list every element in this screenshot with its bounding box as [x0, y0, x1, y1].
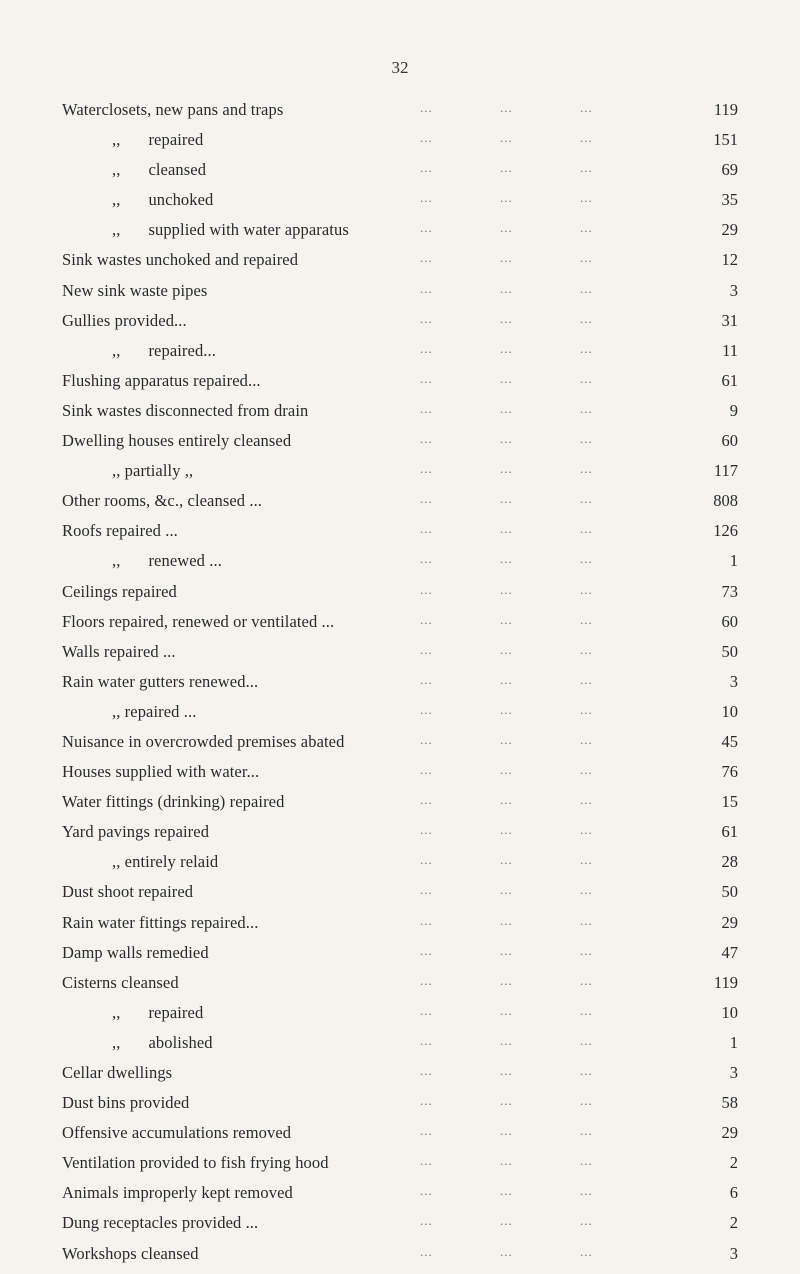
row-label — [112, 130, 203, 150]
table-row — [0, 973, 800, 1003]
row-label-text: repaired — [148, 1002, 204, 1022]
leader-dot-group: ... — [500, 1002, 513, 1018]
table-row — [0, 1183, 800, 1213]
row-value: 29 — [721, 220, 738, 240]
ditto-mark: ,, — [112, 340, 121, 360]
table-row — [0, 100, 800, 130]
row-label — [112, 220, 349, 240]
leader-dot-group: ... — [420, 792, 433, 808]
leader-dot-group: ... — [500, 190, 513, 206]
row-value: 126 — [713, 521, 738, 541]
leader-dot-group: ... — [500, 1183, 513, 1199]
leader-dot-group: ... — [580, 551, 593, 567]
table-row — [0, 1003, 800, 1033]
table-row — [0, 491, 800, 521]
row-label — [112, 1033, 213, 1053]
leader-dot-group: ... — [500, 280, 513, 296]
row-value: 3 — [729, 671, 738, 691]
leader-dot-group: ... — [420, 852, 433, 868]
leader-dot-group: ... — [580, 1183, 593, 1199]
leader-dot-group: ... — [500, 250, 513, 266]
leader-dot-group: ... — [500, 611, 513, 627]
row-label: Ceilings repaired — [62, 581, 177, 601]
row-label — [112, 190, 213, 210]
row-value: 28 — [721, 852, 738, 872]
leader-dot-group: ... — [420, 611, 433, 627]
row-value: 119 — [713, 100, 738, 119]
leader-dot-group: ... — [500, 701, 513, 717]
row-label: Rain water gutters renewed... — [62, 671, 259, 691]
table-row — [0, 1123, 800, 1153]
leader-dot-group: ... — [580, 250, 593, 266]
leader-dot-group: ... — [500, 581, 513, 597]
row-label: ,, entirely relaid — [112, 852, 219, 872]
leader-dot-group: ... — [580, 1063, 593, 1078]
leader-dot-group: ... — [420, 160, 433, 176]
row-value: 50 — [721, 641, 738, 661]
leader-dot-group: ... — [580, 671, 593, 687]
table-row — [0, 250, 800, 280]
row-label: Waterclosets, new pans and traps — [62, 100, 284, 119]
ditto-mark: ,, — [112, 551, 121, 571]
row-value: 60 — [721, 611, 738, 631]
row-label-text: renewed ... — [148, 551, 222, 571]
leader-dot-group: ... — [420, 280, 433, 296]
table-row — [0, 612, 800, 642]
leader-dot-group: ... — [420, 461, 433, 477]
row-value: 1 — [729, 1032, 738, 1052]
ditto-mark: ,, — [112, 220, 121, 240]
leader-dot-group: ... — [580, 340, 593, 356]
table-row — [0, 882, 800, 912]
leader-dot-group: ... — [500, 370, 513, 386]
table-row — [0, 130, 800, 160]
leader-dot-group: ... — [500, 1153, 513, 1169]
row-value: 35 — [721, 190, 738, 210]
leader-dot-group: ... — [580, 400, 593, 416]
leader-dot-group: ... — [420, 1153, 433, 1169]
ditto-mark: ,, — [112, 130, 121, 150]
page-number: 32 — [391, 58, 409, 77]
row-value: 12 — [721, 250, 738, 270]
row-label — [112, 341, 216, 361]
row-label: Workshops cleansed — [62, 1243, 199, 1263]
row-label — [112, 1003, 203, 1023]
row-value: 60 — [721, 431, 738, 451]
sanitary-work-table — [0, 100, 800, 1274]
row-value: 117 — [713, 461, 738, 481]
leader-dot-group: ... — [580, 190, 593, 206]
leader-dot-group: ... — [500, 160, 513, 176]
leader-dot-group: ... — [500, 641, 513, 657]
row-label: Ventilation provided to fish frying hood — [62, 1153, 329, 1173]
leader-dot-group: ... — [420, 1123, 433, 1139]
table-row — [0, 822, 800, 852]
leader-dot-group: ... — [500, 762, 513, 778]
leader-dot-group: ... — [580, 100, 593, 115]
row-value: 69 — [721, 160, 738, 180]
leader-dot-group: ... — [500, 822, 513, 838]
leader-dot-group: ... — [580, 581, 593, 597]
table-row — [0, 762, 800, 792]
row-label: Dung receptacles provided ... — [62, 1213, 259, 1233]
row-label: Walls repaired ... — [62, 641, 176, 661]
table-row — [0, 1063, 800, 1093]
leader-dot-group: ... — [420, 130, 433, 146]
leader-dot-group: ... — [500, 912, 513, 928]
leader-dot-group: ... — [500, 551, 513, 567]
table-row — [0, 160, 800, 190]
row-value: 76 — [721, 762, 738, 782]
leader-dot-group: ... — [580, 431, 593, 447]
leader-dot-group: ... — [420, 581, 433, 597]
leader-dot-group: ... — [420, 1002, 433, 1018]
leader-dot-group: ... — [500, 942, 513, 958]
row-value: 50 — [721, 882, 738, 902]
leader-dot-group: ... — [420, 190, 433, 206]
leader-dot-group: ... — [500, 400, 513, 416]
leader-dot-group: ... — [420, 1213, 433, 1229]
row-value: 151 — [713, 130, 738, 150]
leader-dot-group: ... — [500, 882, 513, 898]
ditto-mark: ,, — [112, 1032, 121, 1052]
leader-dot-group: ... — [500, 310, 513, 326]
row-value: 45 — [721, 731, 738, 751]
leader-dot-group: ... — [500, 491, 513, 507]
row-value: 6 — [729, 1183, 738, 1203]
leader-dot-group: ... — [580, 731, 593, 747]
leader-dot-group: ... — [580, 220, 593, 236]
row-label-text: repaired... — [148, 340, 216, 360]
leader-dot-group: ... — [500, 130, 513, 146]
leader-dot-group: ... — [420, 641, 433, 657]
leader-dot-group: ... — [580, 491, 593, 507]
table-row — [0, 461, 800, 491]
leader-dot-group: ... — [420, 370, 433, 386]
row-label-text: repaired — [148, 130, 204, 150]
ditto-mark: ,, — [112, 190, 121, 210]
leader-dot-group: ... — [420, 731, 433, 747]
leader-dot-group: ... — [420, 972, 433, 988]
leader-dot-group: ... — [580, 461, 593, 477]
leader-dot-group: ... — [420, 100, 433, 115]
row-value: 73 — [721, 581, 738, 601]
row-value: 29 — [721, 912, 738, 932]
table-row — [0, 1093, 800, 1123]
leader-dot-group: ... — [420, 912, 433, 928]
row-value: 31 — [721, 310, 738, 330]
row-label: Gullies provided... — [62, 310, 187, 330]
leader-dot-group: ... — [500, 1063, 513, 1078]
row-label: Dust bins provided — [62, 1093, 190, 1113]
table-row — [0, 642, 800, 672]
leader-dot-group: ... — [580, 1093, 593, 1109]
row-label-text: abolished — [148, 1032, 213, 1052]
leader-dot-group: ... — [580, 1213, 593, 1229]
leader-dot-group: ... — [420, 1093, 433, 1109]
leader-dot-group: ... — [420, 1063, 433, 1078]
leader-dot-group: ... — [500, 461, 513, 477]
leader-dot-group: ... — [580, 852, 593, 868]
leader-dot-group: ... — [580, 160, 593, 176]
leader-dot-group: ... — [500, 1243, 513, 1259]
leader-dot-group: ... — [420, 491, 433, 507]
row-label: Roofs repaired ... — [62, 521, 178, 541]
row-label: Dust shoot repaired — [62, 882, 194, 902]
row-label: New sink waste pipes — [62, 280, 208, 300]
leader-dot-group: ... — [420, 1243, 433, 1259]
leader-dot-group: ... — [580, 1123, 593, 1139]
leader-dot-group: ... — [580, 762, 593, 778]
table-row — [0, 913, 800, 943]
leader-dot-group: ... — [500, 671, 513, 687]
leader-dot-group: ... — [580, 882, 593, 898]
leader-dot-group: ... — [500, 1123, 513, 1139]
row-label: Animals improperly kept removed — [62, 1183, 293, 1203]
leader-dot-group: ... — [500, 1213, 513, 1229]
leader-dot-group: ... — [420, 942, 433, 958]
table-row — [0, 371, 800, 401]
row-label: Water fittings (drinking) repaired — [62, 792, 285, 812]
leader-dot-group: ... — [580, 611, 593, 627]
leader-dot-group: ... — [500, 1032, 513, 1048]
leader-dot-group: ... — [500, 220, 513, 236]
leader-dot-group: ... — [580, 822, 593, 838]
table-row — [0, 732, 800, 762]
row-value: 1 — [729, 551, 738, 571]
leader-dot-group: ... — [580, 310, 593, 326]
row-value: 9 — [729, 400, 738, 420]
table-row — [0, 943, 800, 973]
row-value: 61 — [721, 370, 738, 390]
row-label: Nuisance in overcrowded premises abated — [62, 731, 345, 751]
leader-dot-group: ... — [420, 521, 433, 537]
table-row — [0, 1244, 800, 1274]
leader-dot-group: ... — [420, 701, 433, 717]
row-label: Yard pavings repaired — [62, 822, 210, 842]
row-label — [112, 160, 206, 180]
leader-dot-group: ... — [580, 972, 593, 988]
row-label: Other rooms, &c., cleansed ... — [62, 491, 263, 511]
row-value: 11 — [722, 340, 738, 360]
leader-dot-group: ... — [420, 220, 433, 236]
row-value: 58 — [721, 1093, 738, 1113]
row-label: Rain water fittings repaired... — [62, 912, 259, 932]
row-value: 10 — [721, 1002, 738, 1022]
table-row — [0, 190, 800, 220]
table-row — [0, 1153, 800, 1183]
row-label: Cellar dwellings — [62, 1063, 173, 1082]
leader-dot-group: ... — [580, 521, 593, 537]
leader-dot-group: ... — [420, 431, 433, 447]
leader-dot-group: ... — [580, 370, 593, 386]
ditto-mark: ,, — [112, 1002, 121, 1022]
leader-dot-group: ... — [580, 641, 593, 657]
table-row — [0, 1213, 800, 1243]
leader-dot-group: ... — [500, 972, 513, 988]
row-value: 3 — [729, 1243, 738, 1263]
table-row — [0, 582, 800, 612]
row-value: 10 — [721, 701, 738, 721]
leader-dot-group: ... — [420, 822, 433, 838]
table-row — [0, 431, 800, 461]
leader-dot-group: ... — [420, 762, 433, 778]
leader-dot-group: ... — [420, 250, 433, 266]
leader-dot-group: ... — [500, 340, 513, 356]
leader-dot-group: ... — [580, 1153, 593, 1169]
table-row — [0, 220, 800, 250]
leader-dot-group: ... — [420, 882, 433, 898]
table-row — [0, 551, 800, 581]
row-label: ,, partially ,, — [112, 461, 194, 481]
row-label: Floors repaired, renewed or ventilated ... — [62, 611, 335, 631]
row-label: Dwelling houses entirely cleansed — [62, 431, 292, 451]
leader-dot-group: ... — [420, 671, 433, 687]
leader-dot-group: ... — [500, 100, 513, 115]
table-row — [0, 852, 800, 882]
row-value: 61 — [721, 822, 738, 842]
row-value: 3 — [729, 280, 738, 300]
leader-dot-group: ... — [580, 1032, 593, 1048]
ditto-mark: ,, — [112, 160, 121, 180]
row-label: Houses supplied with water... — [62, 762, 260, 782]
row-value: 47 — [721, 942, 738, 962]
row-value: 3 — [729, 1063, 738, 1082]
leader-dot-group: ... — [420, 340, 433, 356]
leader-dot-group: ... — [580, 1243, 593, 1259]
row-value: 29 — [721, 1123, 738, 1143]
row-value: 808 — [713, 491, 738, 511]
table-row — [0, 702, 800, 732]
row-value: 2 — [729, 1153, 738, 1173]
row-label: Offensive accumulations removed — [62, 1123, 292, 1143]
table-row — [0, 1033, 800, 1063]
leader-dot-group: ... — [500, 1093, 513, 1109]
row-label: ,, repaired ... — [112, 701, 197, 721]
table-row — [0, 792, 800, 822]
leader-dot-group: ... — [500, 431, 513, 447]
leader-dot-group: ... — [420, 1183, 433, 1199]
leader-dot-group: ... — [500, 792, 513, 808]
row-value: 15 — [721, 792, 738, 812]
leader-dot-group: ... — [500, 852, 513, 868]
leader-dot-group: ... — [580, 280, 593, 296]
row-label: Sink wastes disconnected from drain — [62, 400, 309, 420]
leader-dot-group: ... — [580, 792, 593, 808]
leader-dot-group: ... — [580, 701, 593, 717]
table-row — [0, 311, 800, 341]
row-label: Sink wastes unchoked and repaired — [62, 250, 299, 270]
row-label-text: cleansed — [148, 160, 207, 180]
row-label-text: supplied with water apparatus — [148, 220, 349, 240]
leader-dot-group: ... — [580, 912, 593, 928]
row-value: 2 — [729, 1213, 738, 1233]
row-label: Damp walls remedied — [62, 942, 209, 962]
row-label — [112, 551, 222, 571]
row-value: 119 — [713, 972, 738, 992]
leader-dot-group: ... — [420, 310, 433, 326]
leader-dot-group: ... — [420, 551, 433, 567]
table-row — [0, 521, 800, 551]
table-row — [0, 672, 800, 702]
leader-dot-group: ... — [580, 130, 593, 146]
row-label-text: unchoked — [148, 190, 214, 210]
leader-dot-group: ... — [580, 1002, 593, 1018]
leader-dot-group: ... — [420, 400, 433, 416]
table-row — [0, 281, 800, 311]
leader-dot-group: ... — [500, 731, 513, 747]
leader-dot-group: ... — [580, 942, 593, 958]
table-row — [0, 401, 800, 431]
leader-dot-group: ... — [420, 1032, 433, 1048]
row-label: Flushing apparatus repaired... — [62, 370, 261, 390]
table-row — [0, 341, 800, 371]
row-label: Cisterns cleansed — [62, 972, 179, 992]
leader-dot-group: ... — [500, 521, 513, 537]
